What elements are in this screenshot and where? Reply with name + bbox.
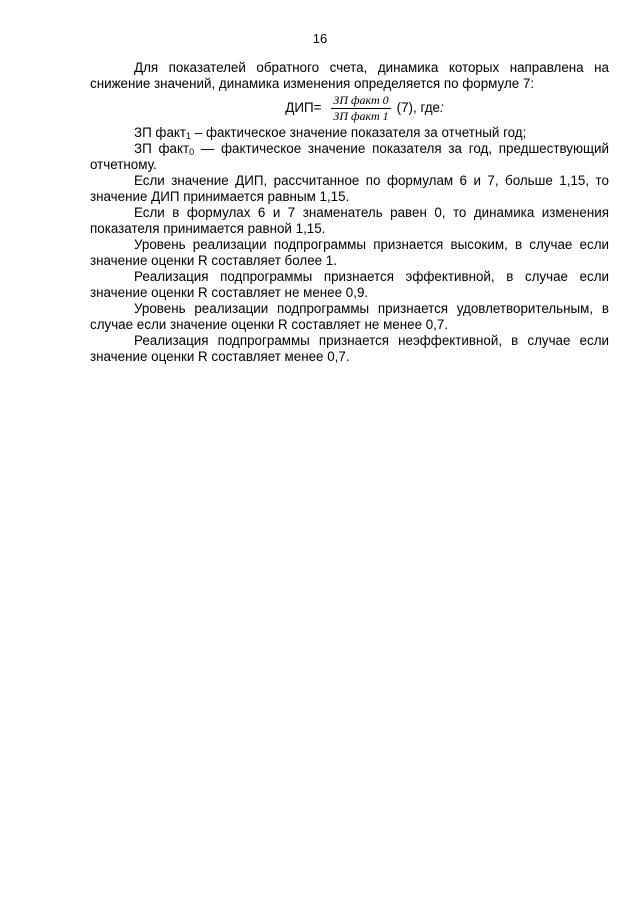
formula-fraction xyxy=(331,94,390,123)
formula-7 xyxy=(90,93,609,123)
intro-paragraph: Для показателей обратного счета, динамика которых направлена на снижение значений, динамика изменения определяется по формуле 7: xyxy=(90,60,609,91)
definition-text: – фактическое значение показателя за отчетный год; xyxy=(191,125,527,140)
paragraph-satisfactory: Уровень реализации подпрограммы признается удовлетворительным, в случае если значение оценки R составляет не менее 0,7. xyxy=(90,301,609,332)
paragraph-zero-denominator: Если в формулах 6 и 7 знаменатель равен 0, то динамика изменения показателя принимается равной 1,15. xyxy=(90,205,609,236)
definition-symbol: ЗП факт xyxy=(134,141,190,156)
page-number: 16 xyxy=(312,31,328,46)
definition-fact1 xyxy=(90,125,609,141)
formula-denominator: ЗП факт 1 xyxy=(333,108,389,123)
formula-lhs: ДИП= xyxy=(285,100,322,115)
definition-text: — фактическое значение показателя за год, предшествующий отчетному. xyxy=(90,141,609,172)
definition-fact0 xyxy=(90,141,609,173)
paragraph-dip-limit: Если значение ДИП, рассчитанное по формулам 6 и 7, больше 1,15, то значение ДИП принимается равным 1,15. xyxy=(90,173,609,204)
formula-number: (7), где xyxy=(396,100,440,115)
definition-subscript: 0 xyxy=(189,147,195,157)
paragraph-high-level: Уровень реализации подпрограммы признается высоким, в случае если значение оценки R составляет более 1. xyxy=(90,237,609,268)
document-body xyxy=(90,60,609,365)
formula-colon: : xyxy=(440,100,444,115)
definition-symbol: ЗП факт xyxy=(134,125,187,140)
formula-numerator: ЗП факт 0 xyxy=(333,92,389,107)
definition-subscript: 1 xyxy=(186,131,192,141)
paragraph-ineffective: Реализация подпрограммы признается неэффективной, в случае если значение оценки R составляет менее 0,7. xyxy=(90,333,609,364)
paragraph-effective: Реализация подпрограммы признается эффективной, в случае если значение оценки R составляет не менее 0,9. xyxy=(90,269,609,300)
